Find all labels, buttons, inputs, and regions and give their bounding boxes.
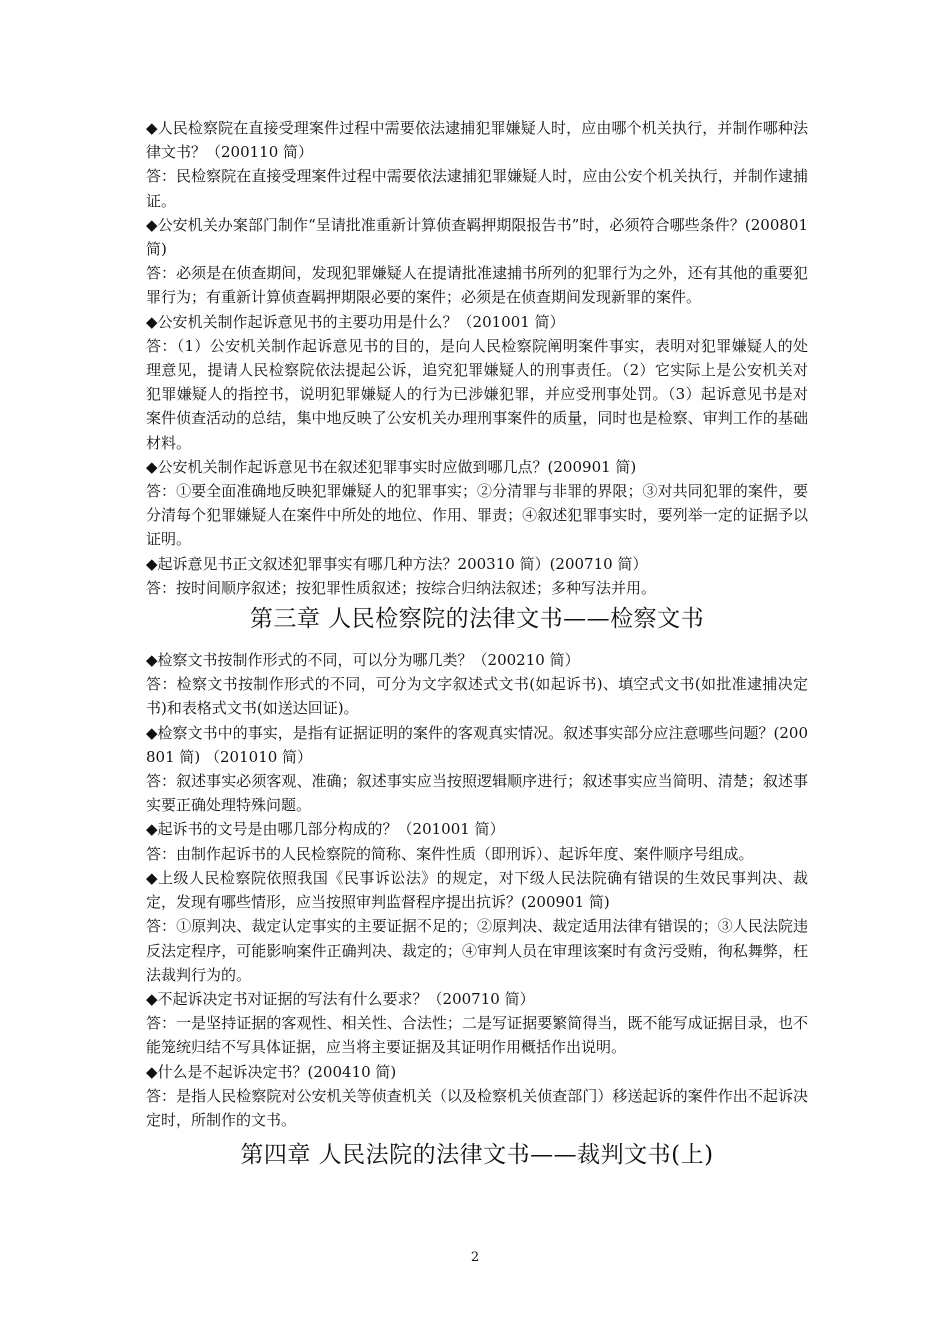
question-paragraph: ◆起诉意见书正文叙述犯罪事实有哪几种方法？200310 简）(200710 简）	[146, 554, 648, 573]
answer-paragraph: 答：①要全面准确地反映犯罪嫌疑人的犯罪事实；②分清罪与非罪的界限；③对共同犯罪的案件，要分清每个犯罪嫌疑人在案件中所处的地位、作用、罪责；④叙述犯罪事实时，要列举一定的证据予以证明。	[146, 482, 808, 549]
question-paragraph: ◆公安机关制作起诉意见书在叙述犯罪事实时应做到哪几点？(200901 简)	[146, 457, 637, 476]
question-paragraph: ◆检察文书按制作形式的不同，可以分为哪几类？（200210 简）	[146, 651, 580, 670]
page-content	[146, 116, 808, 1170]
answer-paragraph: 答：①原判决、裁定认定事实的主要证据不足的；②原判决、裁定适用法律有错误的；③人民法院违反法定程序，可能影响案件正确判决、裁定的；④审判人员在审理该案时有贪污受贿，徇私舞弊，枉法裁判行为的。	[146, 917, 808, 984]
question-paragraph: ◆不起诉决定书对证据的写法有什么要求？（200710 简）	[146, 989, 535, 1008]
chapter-4-heading: 第四章 人民法院的法律文书——裁判文书(上)	[240, 1142, 714, 1169]
answer-paragraph: 答：民检察院在直接受理案件过程中需要依法逮捕犯罪嫌疑人时，应由公安个机关执行，并制作逮捕证。	[146, 167, 808, 210]
answer-paragraph: 答：按时间顺序叙述；按犯罪性质叙述；按综合归纳法叙述；多种写法并用。	[146, 578, 657, 597]
question-paragraph: ◆公安机关制作起诉意见书的主要功用是什么？（201001 简）	[146, 312, 565, 331]
question-paragraph: ◆上级人民检察院依照我国《民事诉讼法》的规定，对下级人民法院确有错误的生效民事判决、裁定，发现有哪些情形，应当按照审判监督程序提出抗诉？(200901 简)	[146, 868, 808, 912]
question-paragraph: ◆什么是不起诉决定书？(200410 简)	[146, 1062, 397, 1081]
answer-paragraph: 答：叙述事实必须客观、准确；叙述事实应当按照逻辑顺序进行；叙述事实应当简明、清楚；叙述事实要正确处理特殊问题。	[146, 772, 808, 815]
answer-paragraph: 答：是指人民检察院对公安机关等侦查机关（以及检察机关侦查部门）移送起诉的案件作出不起诉决定时，所制作的文书。	[146, 1086, 808, 1129]
answer-paragraph: 答：一是坚持证据的客观性、相关性、合法性；二是写证据要繁简得当，既不能写成证据目录，也不能笼统归结不写具体证据，应当将主要证据及其证明作用概括作出说明。	[146, 1014, 808, 1057]
answer-paragraph: 答：必须是在侦查期间，发现犯罪嫌疑人在提请批准逮捕书所列的犯罪行为之外，还有其他的重要犯罪行为；有重新计算侦查羁押期限必要的案件；必须是在侦查期间发现新罪的案件。	[146, 264, 808, 307]
question-paragraph: ◆检察文书中的事实，是指有证据证明的案件的客观真实情况。叙述事实部分应注意哪些问题？(200801 简) （201010 简）	[146, 723, 808, 766]
question-paragraph: ◆人民检察院在直接受理案件过程中需要依法逮捕犯罪嫌疑人时，应由哪个机关执行，并制作哪种法律文书？（200110 简）	[146, 119, 808, 162]
page-number: 2	[470, 1250, 480, 1265]
question-paragraph: ◆起诉书的文号是由哪几部分构成的？（201001 简）	[146, 820, 505, 839]
answer-paragraph: 答：检察文书按制作形式的不同，可分为文字叙述式文书(如起诉书)、填空式文书(如批准逮捕决定书)和表格式文书(如送达回证)。	[146, 675, 808, 718]
answer-paragraph: 答：由制作起诉书的人民检察院的简称、案件性质（即刑诉）、起诉年度、案件顺序号组成。	[146, 844, 754, 863]
chapter-3-heading: 第三章 人民检察院的法律文书——检察文书	[249, 606, 705, 633]
answer-paragraph: 答：（1）公安机关制作起诉意见书的目的，是向人民检察院阐明案件事实，表明对犯罪嫌疑人的处理意见，提请人民检察院依法提起公诉，追究犯罪嫌疑人的刑事责任。（2）它实际上是公安机关对犯罪嫌疑人的指控书，说明犯罪嫌疑人的行为已涉嫌犯罪，并应受刑事处罚。（3）起诉意见书是对案件侦查活动的总结，集中地反映了公安机关办理刑事案件的质量，同时也是检察、审判工作的基础材料。	[146, 336, 808, 452]
question-paragraph: ◆公安机关办案部门制作“呈请批准重新计算侦查羁押期限报告书”时，必须符合哪些条件？(200801 简)	[146, 215, 808, 259]
